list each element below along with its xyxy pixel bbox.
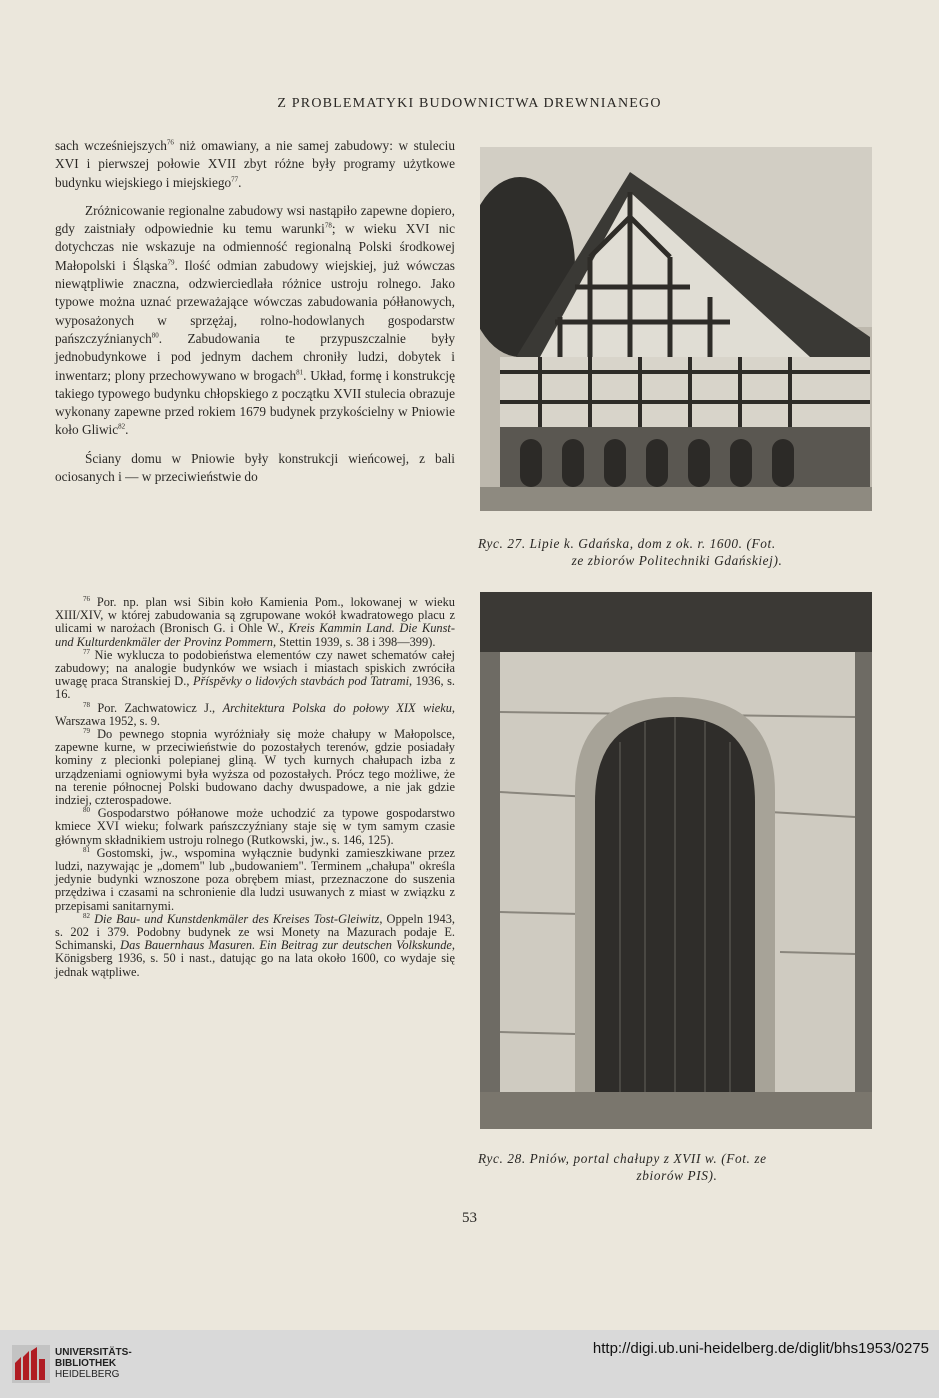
footnote-ref[interactable]: 80: [151, 331, 159, 340]
footnote: $^{81}$ Gostomski, jw., wspomina wyłącznie budynki zamieszkiwane przez ludzi, nazywając je „domem" lub „budowaniem". Terminem „chałupa" określa jedynie budynki wznoszone poza obrębem miast, przeznaczone do suszenia przędziwa i czasami na schronienie dla ludzi usuwanych z miast w związku z przepisami sanitarnymi.: [55, 845, 455, 913]
footnote-number: 76: [83, 594, 90, 603]
figure-28-photo: [480, 592, 872, 1129]
footnote: $^{76}$ Por. np. plan wsi Sibin koło Kamienia Pom., lokowanej w wieku XIII/XIV, w której zabudowania są zgrupowane wokół kwadratowego placu z ulicami w narożach (Bronisch G. i Ohle W., Kreis Kammin Land. Die Kunst- und Kulturdenkmäler der Provinz Pommern, Stettin 1939, s. 38 i 398—399).: [55, 594, 455, 649]
running-head: Z PROBLEMATYKI BUDOWNICTWA DREWNIANEGO: [277, 96, 662, 111]
page-number: 53: [462, 1210, 477, 1226]
portal-door-image: [480, 592, 872, 1129]
body-text: [55, 137, 455, 486]
footnote-number: 79: [83, 726, 90, 735]
footnote: $^{80}$ Gospodarstwo półłanowe może uchodzić za typowe gospodarstwo kmiece XVI wieku; folwark pańszczyźniany staje się w tym samym czasie głównym składnikiem ustroju rolnego (Rutkowski, jw., s. 146, 125).: [55, 806, 455, 847]
footnote-number: 80: [83, 806, 90, 815]
paragraph-2: Zróżnicowanie regionalne zabudowy wsi nastąpiło zapewne dopiero, gdy zaistniały odpowiednie ku temu warunki$^{78}$; w wieku XVI nic dotychczas nie wskazuje na odmienność regionalną Polski środkowej Małopolski i Śląska$^{79}$. Ilość odmian zabudowy wiejskiej, już wówczas niewątpliwie znaczna, odzwierciedlała różnice ustroju rolnego. Jako typowe można uznać przeważające wówczas zabudowania półłanowych, wyposażonych w sprzężaj, rolno-hodowlanych gospodarstw pańszczyźnianych$^{80}$. Zabudowania te przypuszczalnie były jednobudynkowe i pod jednym dachem chroniły ludzi, dobytek i inwentarz; plony przechowywano w brogach$^{81}$. Układ, formę i konstrukcję takiego typowego budynku chłopskiego z początku XVII stulecia obrazuje wykonany zapewne przed rokiem 1679 budynek przykościelny w Pniowie koło Gliwic$^{82}$.: [55, 202, 456, 438]
footnote-number: 78: [83, 700, 90, 709]
figure-27-caption: Ryc. 27. Lipie k. Gdańska, dom z ok. r. 1600. (Fot. ze zbiorów Politechniki Gdańskiej).: [478, 536, 783, 568]
footnote: $^{79}$ Do pewnego stopnia wyróżniały się może chałupy w Małopolsce, zapewne kurne, w przeciwieństwie do pozostałych terenów, gdzie posiadały kominy z plecionki polepianej gliną. W tych kurnych chałupach izba z urządzeniami ogniowymi była wyższa od pozostałych. Prócz tego możliwe, że na terenie północnej Polski budowano dachy dwuspadowe, a nie jak gdzie indziej, czterospadowe.: [55, 726, 455, 808]
footnote-ref[interactable]: 79: [167, 258, 175, 267]
half-timbered-house-image: [480, 147, 872, 511]
footnote: $^{82}$ Die Bau- und Kunstdenkmäler des Kreises Tost-Gleiwitz, Oppeln 1943, s. 202 i 379. Podobny budynek ze wsi Monety na Mazurach podaje E. Schimanski, Das Bauernhaus Masuren. Ein Beitrag zur deutschen Volkskunde, Königsberg 1936, s. 50 i nast., datując go na lata około 1600, co wydaje się jednak wątpliwe.: [55, 911, 455, 979]
footnote-number: 82: [83, 911, 90, 920]
footnotes: [55, 596, 455, 979]
footnote-ref[interactable]: 81: [296, 368, 304, 377]
footnote-number: 77: [83, 647, 90, 656]
footnote: $^{78}$ Por. Zachwatowicz J., Architektura Polska do połowy XIX wieku, Warszawa 1952, s. 9.: [55, 700, 455, 728]
figure-27-photo: [480, 147, 872, 511]
footnote-ref[interactable]: 78: [324, 221, 332, 230]
library-logo-icon: [12, 1345, 50, 1383]
footnote: $^{77}$ Nie wyklucza to podobieństwa elementów czy nawet schematów całej zabudowy; na analogie budynków we wsiach i miastach spiskich zwróciła uwagę praca Stranskiej D., Příspěvky o lidových stavbách pod Tatrami, 1936, s. 16.: [55, 647, 455, 702]
footnote-ref[interactable]: 77: [231, 175, 239, 184]
paragraph-3: Ściany domu w Pniowie były konstrukcji wieńcowej, z bali ociosanych i — w przeciwieństwie do: [55, 450, 455, 485]
library-name: UNIVERSITÄTS- BIBLIOTHEK HEIDELBERG: [55, 1347, 132, 1380]
footnote-ref[interactable]: 76: [166, 138, 174, 147]
source-url-link[interactable]: http://digi.ub.uni-heidelberg.de/diglit/bhs1953/0275: [592, 1340, 929, 1357]
footnote-number: 81: [83, 845, 90, 854]
figure-28-caption: Ryc. 28. Pniów, portal chałupy z XVII w. (Fot. ze zbiorów PIS).: [478, 1151, 767, 1183]
paragraph-1: sach wcześniejszych$^{76}$ niż omawiany, a nie samej zabudowy: w stuleciu XVI i pierwszej połowie XVII zbyt różne były programy użytkowe budynku wiejskiego i miejskiego$^{77}$.: [55, 138, 455, 190]
footnote-ref[interactable]: 82: [118, 423, 126, 432]
